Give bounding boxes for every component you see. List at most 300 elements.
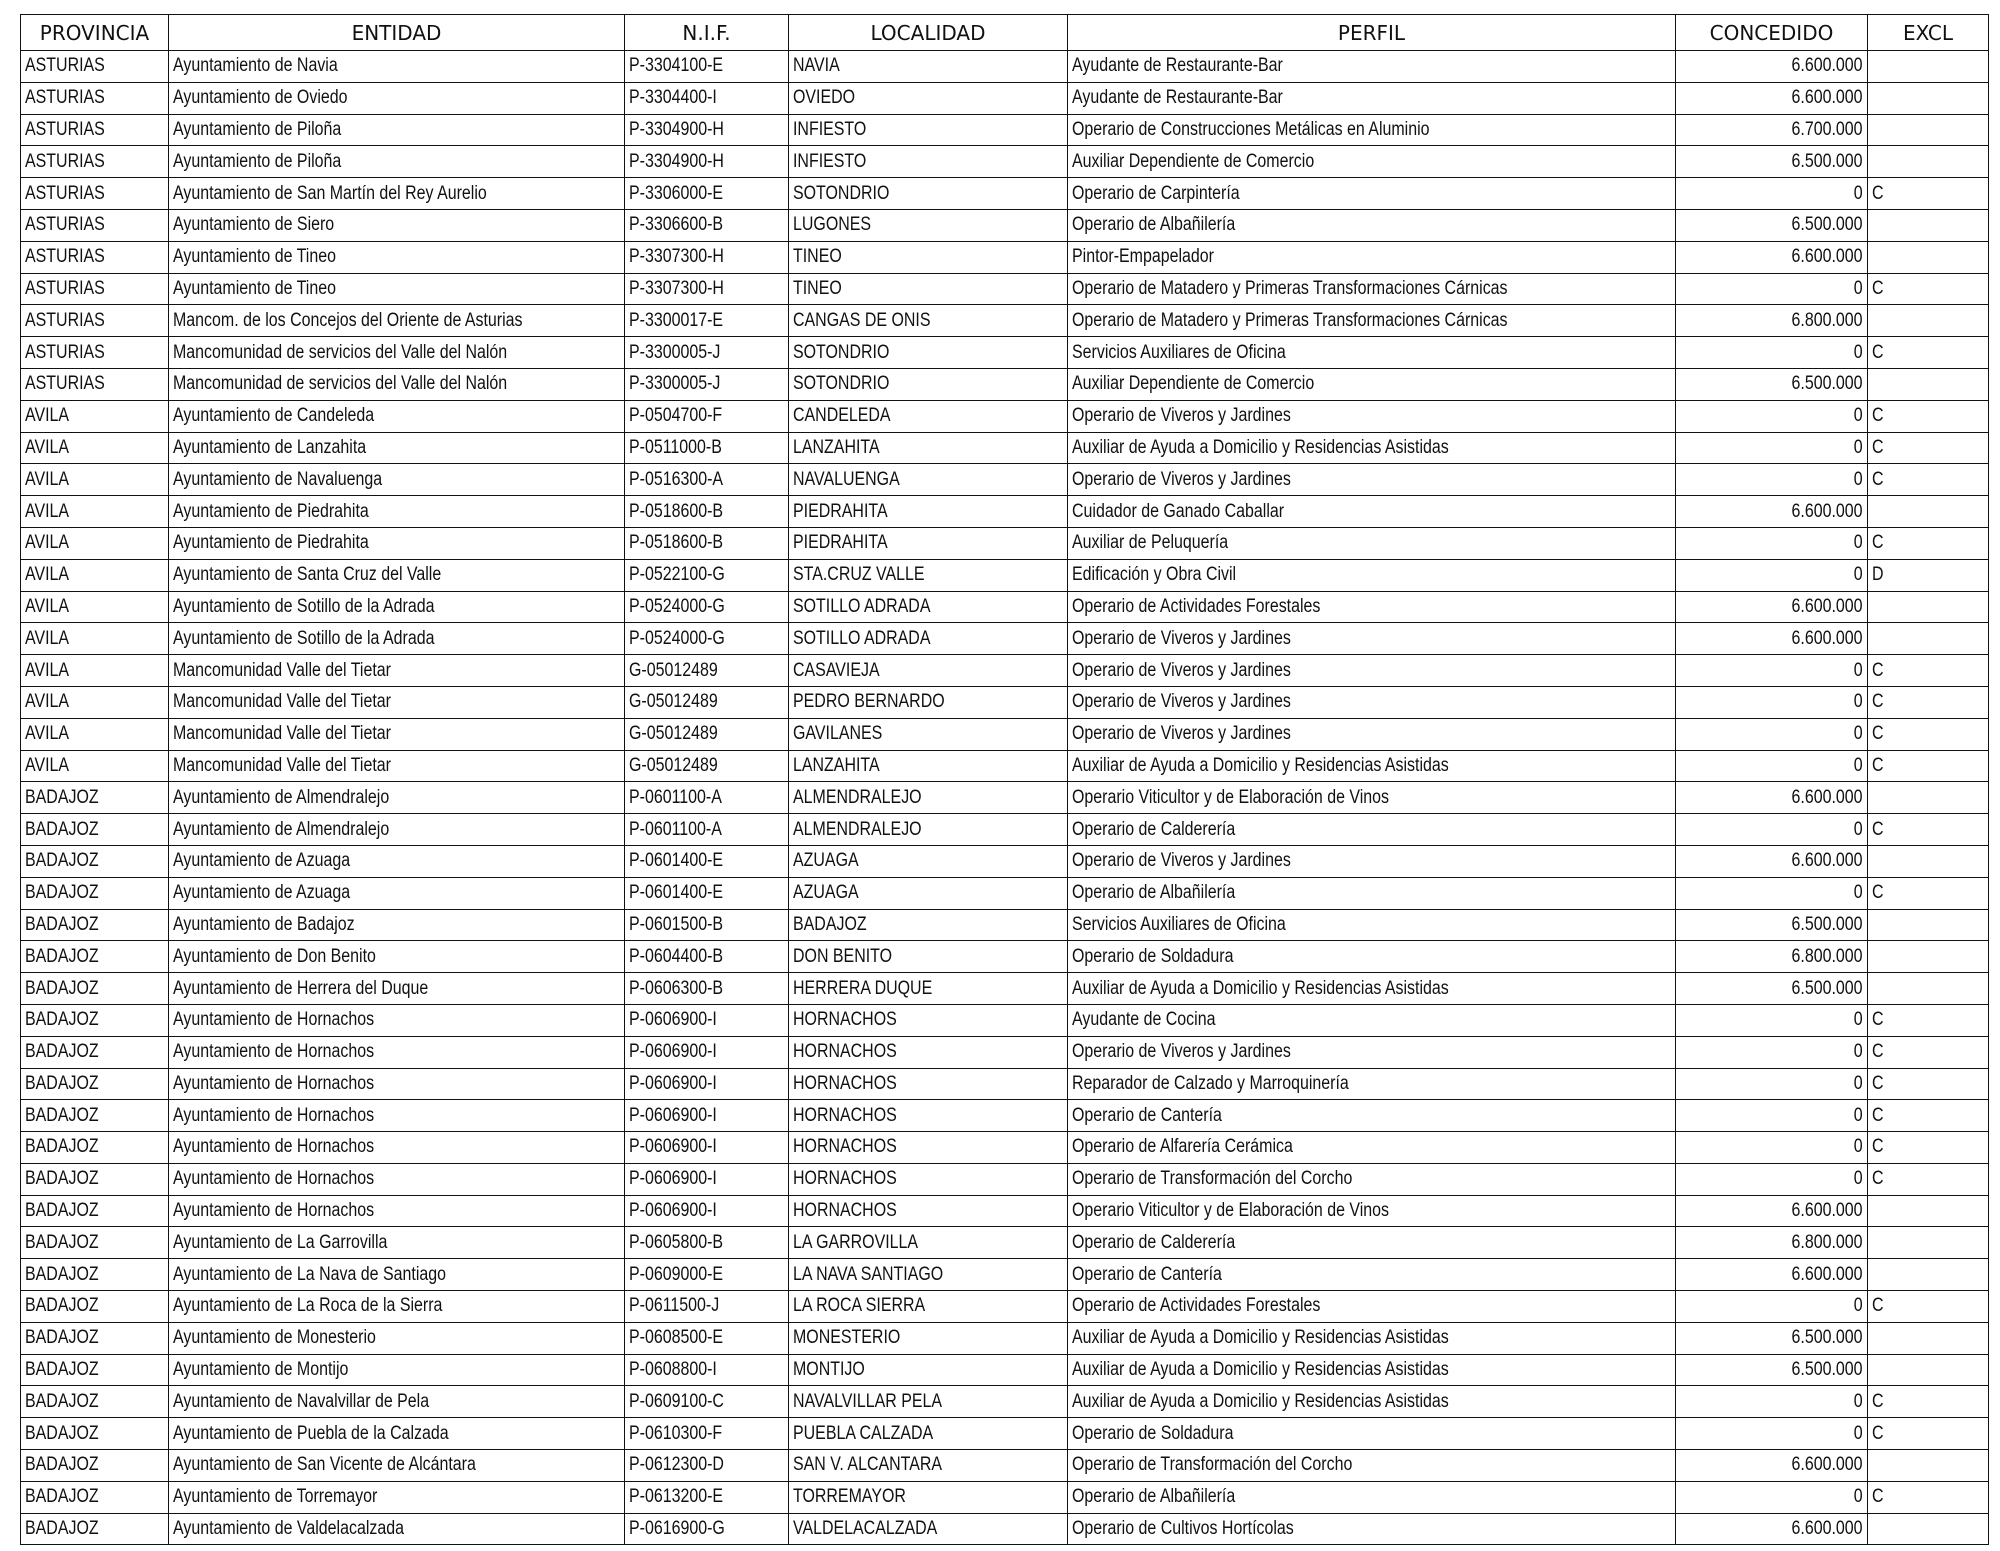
cell-nif xyxy=(625,305,789,337)
cell-provincia-text: ASTURIAS xyxy=(25,55,105,77)
cell-localidad xyxy=(789,1068,1068,1100)
cell-nif-text: P-3304100-E xyxy=(629,55,724,77)
cell-concedido xyxy=(1676,305,1868,337)
table-row xyxy=(21,782,1989,814)
cell-localidad-text: GAVILANES xyxy=(793,723,883,745)
cell-concedido-text: 0 xyxy=(1854,1486,1863,1508)
cell-provincia-text: ASTURIAS xyxy=(25,309,105,331)
cell-concedido-text: 6.500.000 xyxy=(1791,214,1863,236)
cell-concedido-text: 6.500.000 xyxy=(1791,913,1863,935)
cell-perfil-text: Operario de Construcciones Metálicas en Aluminio xyxy=(1072,118,1430,140)
cell-localidad xyxy=(789,686,1068,718)
cell-concedido xyxy=(1676,82,1868,114)
cell-nif xyxy=(625,686,789,718)
cell-perfil xyxy=(1068,1195,1676,1227)
cell-entidad xyxy=(169,527,625,559)
cell-excl-text: C xyxy=(1872,1104,1884,1126)
cell-perfil-text: Operario de Soldadura xyxy=(1072,1422,1234,1444)
cell-localidad xyxy=(789,1450,1068,1482)
cell-concedido xyxy=(1676,527,1868,559)
cell-perfil xyxy=(1068,1036,1676,1068)
cell-entidad-text: Ayuntamiento de San Martín del Rey Aurelio xyxy=(173,182,487,204)
cell-excl xyxy=(1868,1036,1989,1068)
cell-concedido xyxy=(1676,1036,1868,1068)
cell-excl xyxy=(1868,146,1989,178)
cell-nif xyxy=(625,1386,789,1418)
cell-perfil xyxy=(1068,1322,1676,1354)
cell-localidad-text: CANGAS DE ONIS xyxy=(793,309,931,331)
cell-concedido-text: 6.600.000 xyxy=(1791,595,1863,617)
cell-perfil-text: Operario de Actividades Forestales xyxy=(1072,1295,1321,1317)
cell-provincia-text: AVILA xyxy=(25,564,70,586)
cell-provincia-text: BADAJOZ xyxy=(25,1104,99,1126)
cell-nif xyxy=(625,1227,789,1259)
cell-localidad-text: HORNACHOS xyxy=(793,1200,897,1222)
cell-perfil xyxy=(1068,146,1676,178)
cell-concedido xyxy=(1676,178,1868,210)
cell-excl xyxy=(1868,1513,1989,1545)
cell-concedido xyxy=(1676,400,1868,432)
cell-entidad-text: Ayuntamiento de Almendralejo xyxy=(173,818,390,840)
cell-provincia-text: BADAJOZ xyxy=(25,850,99,872)
cell-entidad xyxy=(169,432,625,464)
cell-perfil xyxy=(1068,527,1676,559)
cell-provincia xyxy=(21,1036,169,1068)
cell-perfil xyxy=(1068,1513,1676,1545)
table-row xyxy=(21,114,1989,146)
cell-nif xyxy=(625,146,789,178)
cell-entidad-text: Mancomunidad de servicios del Valle del Nalón xyxy=(173,341,508,363)
cell-excl xyxy=(1868,1481,1989,1513)
cell-nif xyxy=(625,1513,789,1545)
cell-perfil-text: Operario de Albañilería xyxy=(1072,882,1236,904)
cell-perfil-text: Operario de Viveros y Jardines xyxy=(1072,723,1291,745)
cell-excl-text: C xyxy=(1872,1072,1884,1094)
cell-localidad xyxy=(789,814,1068,846)
cell-localidad xyxy=(789,1100,1068,1132)
cell-entidad xyxy=(169,1195,625,1227)
cell-nif xyxy=(625,1259,789,1291)
cell-concedido-text: 6.700.000 xyxy=(1791,118,1863,140)
cell-entidad xyxy=(169,1259,625,1291)
cell-nif-text: P-3304900-H xyxy=(629,118,724,140)
cell-nif xyxy=(625,432,789,464)
cell-localidad xyxy=(789,1036,1068,1068)
cell-entidad-text: Ayuntamiento de Puebla de la Calzada xyxy=(173,1422,449,1444)
cell-nif xyxy=(625,51,789,83)
cell-entidad-text: Ayuntamiento de Herrera del Duque xyxy=(173,977,429,999)
cell-entidad-text: Ayuntamiento de Piloña xyxy=(173,150,342,172)
cell-concedido-text: 0 xyxy=(1854,1390,1863,1412)
cell-localidad-text: SOTILLO ADRADA xyxy=(793,595,931,617)
cell-excl xyxy=(1868,973,1989,1005)
cell-concedido xyxy=(1676,559,1868,591)
cell-provincia xyxy=(21,1322,169,1354)
cell-excl xyxy=(1868,82,1989,114)
cell-localidad xyxy=(789,527,1068,559)
cell-perfil-text: Operario de Viveros y Jardines xyxy=(1072,627,1291,649)
cell-perfil-text: Operario de Transformación del Corcho xyxy=(1072,1168,1353,1190)
cell-entidad xyxy=(169,1227,625,1259)
cell-perfil-text: Operario de Soldadura xyxy=(1072,945,1234,967)
cell-concedido-text: 0 xyxy=(1854,1295,1863,1317)
cell-perfil xyxy=(1068,1004,1676,1036)
cell-entidad xyxy=(169,718,625,750)
cell-nif xyxy=(625,1195,789,1227)
cell-nif-text: P-0611500-J xyxy=(629,1295,720,1317)
cell-excl-text: C xyxy=(1872,277,1884,299)
cell-provincia xyxy=(21,973,169,1005)
cell-nif-text: P-3304400-I xyxy=(629,87,717,109)
cell-localidad xyxy=(789,973,1068,1005)
grant-table-sheet xyxy=(20,14,1989,1545)
cell-perfil xyxy=(1068,1227,1676,1259)
cell-entidad xyxy=(169,909,625,941)
cell-localidad xyxy=(789,655,1068,687)
cell-nif-text: P-0606900-I xyxy=(629,1009,717,1031)
cell-perfil xyxy=(1068,1259,1676,1291)
cell-concedido-text: 6.600.000 xyxy=(1791,87,1863,109)
cell-entidad xyxy=(169,1163,625,1195)
cell-nif-text: P-0522100-G xyxy=(629,564,725,586)
cell-localidad xyxy=(789,1132,1068,1164)
cell-entidad-text: Ayuntamiento de La Nava de Santiago xyxy=(173,1263,446,1285)
cell-provincia xyxy=(21,941,169,973)
cell-concedido-text: 6.600.000 xyxy=(1791,1454,1863,1476)
cell-provincia xyxy=(21,1386,169,1418)
cell-excl xyxy=(1868,273,1989,305)
cell-entidad xyxy=(169,655,625,687)
cell-perfil xyxy=(1068,209,1676,241)
cell-concedido-text: 0 xyxy=(1854,691,1863,713)
cell-perfil-text: Servicios Auxiliares de Oficina xyxy=(1072,913,1286,935)
cell-excl xyxy=(1868,1163,1989,1195)
cell-excl xyxy=(1868,1386,1989,1418)
cell-localidad xyxy=(789,877,1068,909)
cell-provincia-text: ASTURIAS xyxy=(25,373,105,395)
cell-entidad-text: Mancomunidad Valle del Tietar xyxy=(173,659,391,681)
cell-excl xyxy=(1868,464,1989,496)
cell-perfil-text: Cuidador de Ganado Caballar xyxy=(1072,500,1285,522)
cell-nif xyxy=(625,1354,789,1386)
cell-concedido xyxy=(1676,1068,1868,1100)
cell-excl xyxy=(1868,1100,1989,1132)
cell-perfil xyxy=(1068,718,1676,750)
cell-localidad xyxy=(789,1354,1068,1386)
table-row xyxy=(21,1036,1989,1068)
cell-excl-text: C xyxy=(1872,532,1884,554)
cell-excl xyxy=(1868,1227,1989,1259)
cell-nif xyxy=(625,368,789,400)
cell-excl xyxy=(1868,591,1989,623)
cell-entidad-text: Ayuntamiento de Hornachos xyxy=(173,1009,375,1031)
table-row xyxy=(21,655,1989,687)
cell-localidad-text: PIEDRAHITA xyxy=(793,532,888,554)
cell-localidad-text: NAVIA xyxy=(793,55,840,77)
cell-nif xyxy=(625,1163,789,1195)
cell-nif xyxy=(625,1450,789,1482)
cell-excl-text: C xyxy=(1872,341,1884,363)
cell-localidad xyxy=(789,1481,1068,1513)
cell-provincia xyxy=(21,1004,169,1036)
cell-provincia-text: AVILA xyxy=(25,595,70,617)
cell-provincia-text: BADAJOZ xyxy=(25,1454,99,1476)
cell-perfil xyxy=(1068,114,1676,146)
cell-provincia-text: BADAJOZ xyxy=(25,945,99,967)
cell-entidad xyxy=(169,1386,625,1418)
cell-entidad xyxy=(169,400,625,432)
cell-entidad-text: Ayuntamiento de Hornachos xyxy=(173,1041,375,1063)
cell-entidad-text: Ayuntamiento de Tineo xyxy=(173,246,336,268)
cell-excl-text: C xyxy=(1872,1009,1884,1031)
cell-provincia-text: ASTURIAS xyxy=(25,182,105,204)
cell-entidad xyxy=(169,591,625,623)
cell-perfil xyxy=(1068,591,1676,623)
cell-entidad-text: Ayuntamiento de Torremayor xyxy=(173,1486,378,1508)
cell-excl xyxy=(1868,1132,1989,1164)
cell-provincia-text: BADAJOZ xyxy=(25,1009,99,1031)
cell-concedido-text: 0 xyxy=(1854,468,1863,490)
cell-nif xyxy=(625,845,789,877)
cell-concedido xyxy=(1676,1132,1868,1164)
cell-nif-text: P-0606900-I xyxy=(629,1136,717,1158)
cell-perfil-text: Operario de Matadero y Primeras Transformaciones Cárnicas xyxy=(1072,277,1508,299)
cell-excl-text: C xyxy=(1872,182,1884,204)
cell-localidad-text: ALMENDRALEJO xyxy=(793,818,922,840)
cell-provincia xyxy=(21,718,169,750)
cell-concedido xyxy=(1676,782,1868,814)
cell-nif-text: P-0518600-B xyxy=(629,500,724,522)
cell-concedido xyxy=(1676,209,1868,241)
cell-excl-text: C xyxy=(1872,818,1884,840)
cell-localidad-text: INFIESTO xyxy=(793,118,867,140)
cell-perfil xyxy=(1068,273,1676,305)
cell-localidad-text: LA GARROVILLA xyxy=(793,1231,919,1253)
cell-excl-text: C xyxy=(1872,1136,1884,1158)
table-row xyxy=(21,1450,1989,1482)
cell-excl xyxy=(1868,686,1989,718)
cell-concedido xyxy=(1676,1354,1868,1386)
cell-perfil xyxy=(1068,241,1676,273)
cell-perfil xyxy=(1068,1100,1676,1132)
table-row xyxy=(21,686,1989,718)
cell-entidad xyxy=(169,368,625,400)
cell-entidad xyxy=(169,686,625,718)
cell-nif-text: P-0606900-I xyxy=(629,1200,717,1222)
cell-entidad-text: Ayuntamiento de Montijo xyxy=(173,1359,349,1381)
cell-entidad-text: Ayuntamiento de Hornachos xyxy=(173,1072,375,1094)
cell-excl xyxy=(1868,655,1989,687)
cell-localidad-text: INFIESTO xyxy=(793,150,867,172)
cell-concedido-text: 0 xyxy=(1854,754,1863,776)
cell-nif xyxy=(625,496,789,528)
cell-entidad-text: Mancomunidad Valle del Tietar xyxy=(173,691,391,713)
cell-entidad-text: Ayuntamiento de Navia xyxy=(173,55,338,77)
cell-perfil-text: Operario de Cantería xyxy=(1072,1104,1222,1126)
cell-entidad xyxy=(169,241,625,273)
cell-nif xyxy=(625,1291,789,1323)
cell-concedido xyxy=(1676,623,1868,655)
cell-perfil xyxy=(1068,1068,1676,1100)
cell-excl xyxy=(1868,178,1989,210)
cell-perfil-text: Operario de Viveros y Jardines xyxy=(1072,468,1291,490)
cell-concedido-text: 6.800.000 xyxy=(1791,309,1863,331)
cell-perfil-text: Auxiliar de Ayuda a Domicilio y Residencias Asistidas xyxy=(1072,436,1449,458)
cell-concedido-text: 0 xyxy=(1854,1168,1863,1190)
cell-provincia-text: BADAJOZ xyxy=(25,1359,99,1381)
cell-provincia xyxy=(21,527,169,559)
cell-provincia xyxy=(21,1068,169,1100)
cell-perfil xyxy=(1068,1386,1676,1418)
cell-localidad xyxy=(789,1227,1068,1259)
cell-localidad-text: SAN V. ALCANTARA xyxy=(793,1454,943,1476)
table-row xyxy=(21,1354,1989,1386)
cell-nif-text: P-0612300-D xyxy=(629,1454,724,1476)
cell-nif xyxy=(625,114,789,146)
cell-localidad xyxy=(789,591,1068,623)
table-row xyxy=(21,209,1989,241)
table-row xyxy=(21,496,1989,528)
cell-concedido-text: 0 xyxy=(1854,1009,1863,1031)
table-row xyxy=(21,1259,1989,1291)
cell-nif-text: P-3306000-E xyxy=(629,182,724,204)
cell-localidad-text: VALDELACALZADA xyxy=(793,1518,938,1540)
cell-localidad-text: SOTONDRIO xyxy=(793,182,890,204)
cell-localidad-text: LA ROCA SIERRA xyxy=(793,1295,926,1317)
cell-excl-text: C xyxy=(1872,691,1884,713)
cell-perfil-text: Auxiliar Dependiente de Comercio xyxy=(1072,373,1315,395)
table-row xyxy=(21,718,1989,750)
header-nif: N.I.F. xyxy=(625,15,789,51)
cell-concedido xyxy=(1676,114,1868,146)
cell-concedido-text: 0 xyxy=(1854,1104,1863,1126)
cell-perfil-text: Reparador de Calzado y Marroquinería xyxy=(1072,1072,1349,1094)
cell-entidad-text: Ayuntamiento de La Garrovilla xyxy=(173,1231,388,1253)
cell-concedido-text: 6.600.000 xyxy=(1791,246,1863,268)
cell-localidad xyxy=(789,1418,1068,1450)
cell-concedido xyxy=(1676,1450,1868,1482)
cell-perfil xyxy=(1068,368,1676,400)
cell-concedido xyxy=(1676,973,1868,1005)
cell-excl xyxy=(1868,1004,1989,1036)
cell-nif xyxy=(625,1322,789,1354)
cell-perfil-text: Operario de Alfarería Cerámica xyxy=(1072,1136,1293,1158)
cell-entidad xyxy=(169,1354,625,1386)
cell-nif-text: P-0604400-B xyxy=(629,945,724,967)
cell-concedido-text: 0 xyxy=(1854,1136,1863,1158)
cell-localidad-text: NAVALUENGA xyxy=(793,468,900,490)
cell-perfil xyxy=(1068,1291,1676,1323)
cell-localidad-text: HORNACHOS xyxy=(793,1104,897,1126)
cell-localidad xyxy=(789,1386,1068,1418)
cell-excl xyxy=(1868,496,1989,528)
cell-entidad-text: Ayuntamiento de Navaluenga xyxy=(173,468,383,490)
cell-provincia-text: BADAJOZ xyxy=(25,1518,99,1540)
cell-perfil xyxy=(1068,750,1676,782)
cell-nif-text: G-05012489 xyxy=(629,691,718,713)
cell-provincia xyxy=(21,1481,169,1513)
cell-provincia xyxy=(21,305,169,337)
cell-concedido xyxy=(1676,273,1868,305)
cell-nif-text: P-3307300-H xyxy=(629,246,724,268)
cell-perfil-text: Auxiliar de Ayuda a Domicilio y Residencias Asistidas xyxy=(1072,1390,1449,1412)
cell-entidad xyxy=(169,337,625,369)
cell-localidad xyxy=(789,337,1068,369)
cell-concedido-text: 0 xyxy=(1854,341,1863,363)
table-row xyxy=(21,400,1989,432)
cell-localidad-text: STA.CRUZ VALLE xyxy=(793,564,925,586)
cell-perfil-text: Operario Viticultor y de Elaboración de Vinos xyxy=(1072,786,1390,808)
cell-concedido xyxy=(1676,909,1868,941)
cell-excl xyxy=(1868,909,1989,941)
cell-entidad-text: Ayuntamiento de Piedrahita xyxy=(173,500,369,522)
cell-provincia xyxy=(21,845,169,877)
cell-excl-text: C xyxy=(1872,468,1884,490)
cell-perfil xyxy=(1068,973,1676,1005)
cell-excl xyxy=(1868,1418,1989,1450)
cell-concedido xyxy=(1676,1386,1868,1418)
cell-provincia xyxy=(21,1259,169,1291)
cell-nif xyxy=(625,718,789,750)
cell-excl xyxy=(1868,1068,1989,1100)
cell-provincia xyxy=(21,1132,169,1164)
table-row xyxy=(21,1386,1989,1418)
cell-provincia xyxy=(21,209,169,241)
cell-entidad xyxy=(169,814,625,846)
cell-nif xyxy=(625,209,789,241)
cell-excl xyxy=(1868,400,1989,432)
cell-localidad-text: OVIEDO xyxy=(793,87,856,109)
cell-nif-text: P-0524000-G xyxy=(629,627,725,649)
cell-entidad xyxy=(169,1450,625,1482)
cell-nif xyxy=(625,877,789,909)
cell-nif-text: P-0608800-I xyxy=(629,1359,717,1381)
table-row xyxy=(21,241,1989,273)
cell-nif-text: P-0504700-F xyxy=(629,405,723,427)
cell-perfil xyxy=(1068,655,1676,687)
cell-localidad-text: HERRERA DUQUE xyxy=(793,977,933,999)
cell-provincia xyxy=(21,82,169,114)
cell-excl-text: C xyxy=(1872,1168,1884,1190)
cell-concedido xyxy=(1676,1418,1868,1450)
cell-nif xyxy=(625,750,789,782)
cell-nif-text: P-3306600-B xyxy=(629,214,724,236)
cell-localidad-text: PIEDRAHITA xyxy=(793,500,888,522)
cell-concedido xyxy=(1676,750,1868,782)
cell-perfil-text: Operario de Actividades Forestales xyxy=(1072,595,1321,617)
cell-nif-text: P-0610300-F xyxy=(629,1422,723,1444)
cell-localidad-text: LUGONES xyxy=(793,214,872,236)
cell-perfil-text: Operario de Viveros y Jardines xyxy=(1072,1041,1291,1063)
cell-concedido-text: 0 xyxy=(1854,1422,1863,1444)
cell-provincia-text: BADAJOZ xyxy=(25,1327,99,1349)
cell-perfil-text: Operario de Albañilería xyxy=(1072,1486,1236,1508)
cell-provincia-text: ASTURIAS xyxy=(25,246,105,268)
cell-provincia-text: AVILA xyxy=(25,723,70,745)
cell-perfil xyxy=(1068,941,1676,973)
cell-provincia xyxy=(21,146,169,178)
cell-perfil-text: Operario de Transformación del Corcho xyxy=(1072,1454,1353,1476)
cell-concedido xyxy=(1676,718,1868,750)
cell-provincia xyxy=(21,782,169,814)
cell-nif-text: P-0524000-G xyxy=(629,595,725,617)
cell-localidad xyxy=(789,146,1068,178)
cell-perfil xyxy=(1068,1481,1676,1513)
cell-nif-text: G-05012489 xyxy=(629,754,718,776)
cell-localidad xyxy=(789,845,1068,877)
cell-provincia xyxy=(21,1227,169,1259)
cell-provincia-text: AVILA xyxy=(25,754,70,776)
